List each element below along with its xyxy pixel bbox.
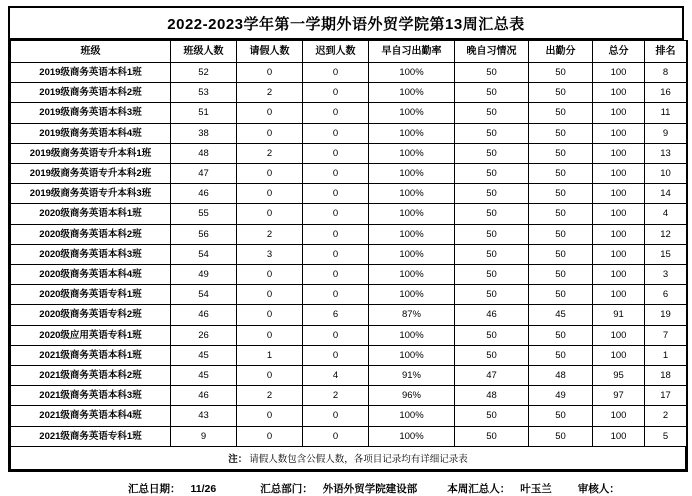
- cell-leave-count: 0: [237, 305, 303, 325]
- cell-late-count: 0: [303, 426, 369, 446]
- cell-total-score: 100: [593, 123, 645, 143]
- cell-evening-status: 50: [455, 143, 529, 163]
- cell-class-size: 46: [171, 184, 237, 204]
- cell-attendance-score: 50: [529, 184, 593, 204]
- cell-total-score: 100: [593, 325, 645, 345]
- cell-evening-status: 50: [455, 184, 529, 204]
- cell-class: 2019级商务英语专升本科1班: [11, 143, 171, 163]
- cell-evening-status: 50: [455, 224, 529, 244]
- cell-late-count: 0: [303, 123, 369, 143]
- cell-class-size: 26: [171, 325, 237, 345]
- cell-class-size: 49: [171, 265, 237, 285]
- table-row: [11, 285, 687, 305]
- cell-morning-rate: 91%: [369, 366, 455, 386]
- cell-leave-count: 0: [237, 406, 303, 426]
- cell-class: 2021级商务英语本科1班: [11, 345, 171, 365]
- cell-attendance-score: 50: [529, 426, 593, 446]
- footer-dept-value: 外语外贸学院建设部: [322, 482, 418, 495]
- footer-date-label: 汇总日期：: [128, 482, 181, 495]
- cell-class: 2020级商务英语本科1班: [11, 204, 171, 224]
- cell-morning-rate: 100%: [369, 224, 455, 244]
- footer-dept: [260, 481, 417, 496]
- footer-reviewer: [578, 481, 620, 496]
- cell-attendance-score: 50: [529, 244, 593, 264]
- cell-rank: 11: [645, 103, 687, 123]
- cell-rank: 15: [645, 244, 687, 264]
- cell-evening-status: 50: [455, 204, 529, 224]
- column-header-rank: 排名: [645, 41, 687, 63]
- cell-attendance-score: 50: [529, 325, 593, 345]
- cell-morning-rate: 100%: [369, 204, 455, 224]
- cell-leave-count: 0: [237, 123, 303, 143]
- cell-evening-status: 50: [455, 285, 529, 305]
- cell-total-score: 95: [593, 366, 645, 386]
- cell-class-size: 46: [171, 305, 237, 325]
- cell-morning-rate: 100%: [369, 345, 455, 365]
- cell-evening-status: 50: [455, 244, 529, 264]
- cell-rank: 12: [645, 224, 687, 244]
- table-body: [11, 63, 687, 447]
- cell-attendance-score: 45: [529, 305, 593, 325]
- cell-late-count: 0: [303, 406, 369, 426]
- cell-attendance-score: 50: [529, 285, 593, 305]
- cell-leave-count: 0: [237, 184, 303, 204]
- cell-class-size: 54: [171, 244, 237, 264]
- footer-reporter-label: 本周汇总人：: [447, 482, 511, 495]
- cell-total-score: 100: [593, 83, 645, 103]
- column-header-evening-status: 晚自习情况: [455, 41, 529, 63]
- table-row: [11, 325, 687, 345]
- cell-late-count: 0: [303, 325, 369, 345]
- footer-dept-label: 汇总部门：: [260, 482, 313, 495]
- cell-class-size: 53: [171, 83, 237, 103]
- cell-class: 2019级商务英语专升本科2班: [11, 164, 171, 184]
- cell-morning-rate: 100%: [369, 123, 455, 143]
- cell-class: 2020级商务英语本科3班: [11, 244, 171, 264]
- table-row: [11, 426, 687, 446]
- cell-leave-count: 2: [237, 143, 303, 163]
- cell-leave-count: 0: [237, 63, 303, 83]
- cell-total-score: 100: [593, 184, 645, 204]
- cell-rank: 14: [645, 184, 687, 204]
- cell-class: 2021级商务英语本科2班: [11, 366, 171, 386]
- cell-total-score: 100: [593, 143, 645, 163]
- cell-late-count: 6: [303, 305, 369, 325]
- cell-leave-count: 0: [237, 426, 303, 446]
- cell-leave-count: 2: [237, 224, 303, 244]
- cell-late-count: 0: [303, 143, 369, 163]
- cell-class-size: 45: [171, 345, 237, 365]
- cell-class: 2019级商务英语本科1班: [11, 63, 171, 83]
- cell-rank: 3: [645, 265, 687, 285]
- cell-leave-count: 1: [237, 345, 303, 365]
- table-row: [11, 164, 687, 184]
- footer: [8, 481, 684, 496]
- cell-rank: 10: [645, 164, 687, 184]
- cell-evening-status: 47: [455, 366, 529, 386]
- cell-rank: 5: [645, 426, 687, 446]
- title-bar: [8, 6, 684, 40]
- page-title: 2022-2023学年第一学期外语外贸学院第13周汇总表: [167, 15, 525, 33]
- cell-evening-status: 50: [455, 123, 529, 143]
- cell-morning-rate: 100%: [369, 83, 455, 103]
- cell-morning-rate: 100%: [369, 143, 455, 163]
- cell-attendance-score: 50: [529, 204, 593, 224]
- cell-evening-status: 50: [455, 83, 529, 103]
- cell-late-count: 0: [303, 265, 369, 285]
- cell-class-size: 54: [171, 285, 237, 305]
- table-row: [11, 345, 687, 365]
- table-row: [11, 103, 687, 123]
- cell-class-size: 45: [171, 366, 237, 386]
- cell-evening-status: 50: [455, 103, 529, 123]
- cell-total-score: 100: [593, 164, 645, 184]
- note-label: 注：: [228, 453, 248, 465]
- attendance-table: [10, 40, 687, 447]
- cell-leave-count: 0: [237, 265, 303, 285]
- cell-evening-status: 48: [455, 386, 529, 406]
- cell-evening-status: 50: [455, 63, 529, 83]
- cell-class: 2019级商务英语本科4班: [11, 123, 171, 143]
- table-row: [11, 143, 687, 163]
- cell-leave-count: 0: [237, 285, 303, 305]
- cell-evening-status: 46: [455, 305, 529, 325]
- cell-evening-status: 50: [455, 164, 529, 184]
- cell-attendance-score: 49: [529, 386, 593, 406]
- cell-rank: 13: [645, 143, 687, 163]
- table-row: [11, 244, 687, 264]
- cell-total-score: 100: [593, 285, 645, 305]
- cell-class: 2021级商务英语专科1班: [11, 426, 171, 446]
- cell-leave-count: 0: [237, 366, 303, 386]
- cell-attendance-score: 50: [529, 224, 593, 244]
- cell-leave-count: 2: [237, 386, 303, 406]
- cell-late-count: 0: [303, 164, 369, 184]
- cell-total-score: 97: [593, 386, 645, 406]
- cell-class-size: 56: [171, 224, 237, 244]
- cell-rank: 4: [645, 204, 687, 224]
- cell-morning-rate: 100%: [369, 285, 455, 305]
- table-row: [11, 386, 687, 406]
- cell-attendance-score: 50: [529, 103, 593, 123]
- cell-total-score: 100: [593, 426, 645, 446]
- cell-late-count: 0: [303, 184, 369, 204]
- cell-morning-rate: 87%: [369, 305, 455, 325]
- table-row: [11, 406, 687, 426]
- cell-class-size: 47: [171, 164, 237, 184]
- column-header-attendance-score: 出勤分: [529, 41, 593, 63]
- table-row: [11, 366, 687, 386]
- column-header-late-count: 迟到人数: [303, 41, 369, 63]
- cell-rank: 1: [645, 345, 687, 365]
- cell-attendance-score: 50: [529, 143, 593, 163]
- cell-total-score: 100: [593, 63, 645, 83]
- cell-late-count: 0: [303, 285, 369, 305]
- cell-leave-count: 0: [237, 325, 303, 345]
- table-row: [11, 305, 687, 325]
- cell-late-count: 0: [303, 224, 369, 244]
- cell-rank: 6: [645, 285, 687, 305]
- cell-late-count: 0: [303, 244, 369, 264]
- cell-class-size: 48: [171, 143, 237, 163]
- cell-attendance-score: 50: [529, 63, 593, 83]
- cell-rank: 2: [645, 406, 687, 426]
- cell-total-score: 100: [593, 224, 645, 244]
- cell-class-size: 52: [171, 63, 237, 83]
- table-row: [11, 83, 687, 103]
- footer-reporter: [447, 481, 552, 496]
- column-header-total-score: 总分: [593, 41, 645, 63]
- column-header-class-size: 班级人数: [171, 41, 237, 63]
- cell-morning-rate: 100%: [369, 426, 455, 446]
- cell-morning-rate: 100%: [369, 325, 455, 345]
- cell-morning-rate: 96%: [369, 386, 455, 406]
- cell-attendance-score: 48: [529, 366, 593, 386]
- cell-attendance-score: 50: [529, 123, 593, 143]
- column-header-morning-rate: 早自习出勤率: [369, 41, 455, 63]
- cell-class-size: 55: [171, 204, 237, 224]
- cell-attendance-score: 50: [529, 265, 593, 285]
- cell-rank: 9: [645, 123, 687, 143]
- cell-leave-count: 0: [237, 204, 303, 224]
- cell-total-score: 100: [593, 103, 645, 123]
- footer-date-value: 11/26: [190, 482, 217, 495]
- cell-class: 2019级商务英语本科3班: [11, 103, 171, 123]
- note-text: 请假人数包含公假人数，各项目记录均有详细记录表: [249, 453, 468, 465]
- table-row: [11, 123, 687, 143]
- cell-class-size: 38: [171, 123, 237, 143]
- column-header-class: 班级: [11, 41, 171, 63]
- cell-attendance-score: 50: [529, 164, 593, 184]
- cell-rank: 16: [645, 83, 687, 103]
- cell-leave-count: 0: [237, 164, 303, 184]
- cell-morning-rate: 100%: [369, 164, 455, 184]
- table-row: [11, 63, 687, 83]
- cell-class: 2020级商务英语专科2班: [11, 305, 171, 325]
- cell-late-count: 0: [303, 204, 369, 224]
- footer-reporter-value: 叶玉兰: [520, 482, 552, 495]
- cell-evening-status: 50: [455, 325, 529, 345]
- cell-rank: 7: [645, 325, 687, 345]
- cell-rank: 18: [645, 366, 687, 386]
- cell-total-score: 100: [593, 204, 645, 224]
- cell-leave-count: 0: [237, 103, 303, 123]
- column-header-leave-count: 请假人数: [237, 41, 303, 63]
- table-row: [11, 265, 687, 285]
- cell-late-count: 0: [303, 63, 369, 83]
- cell-class: 2021级商务英语本科4班: [11, 406, 171, 426]
- cell-morning-rate: 100%: [369, 103, 455, 123]
- cell-total-score: 91: [593, 305, 645, 325]
- table-row: [11, 184, 687, 204]
- table-row: [11, 224, 687, 244]
- cell-leave-count: 2: [237, 83, 303, 103]
- cell-class-size: 43: [171, 406, 237, 426]
- cell-morning-rate: 100%: [369, 244, 455, 264]
- cell-attendance-score: 50: [529, 406, 593, 426]
- cell-class: 2019级商务英语专升本科3班: [11, 184, 171, 204]
- footer-date: [128, 481, 216, 496]
- cell-rank: 8: [645, 63, 687, 83]
- cell-late-count: 0: [303, 83, 369, 103]
- cell-total-score: 100: [593, 244, 645, 264]
- cell-leave-count: 3: [237, 244, 303, 264]
- cell-class-size: 9: [171, 426, 237, 446]
- cell-rank: 17: [645, 386, 687, 406]
- cell-late-count: 2: [303, 386, 369, 406]
- cell-evening-status: 50: [455, 265, 529, 285]
- cell-class: 2019级商务英语本科2班: [11, 83, 171, 103]
- cell-class: 2020级商务英语专科1班: [11, 285, 171, 305]
- cell-class: 2020级商务英语本科2班: [11, 224, 171, 244]
- table-row: [11, 204, 687, 224]
- cell-morning-rate: 100%: [369, 63, 455, 83]
- cell-late-count: 0: [303, 345, 369, 365]
- cell-morning-rate: 100%: [369, 406, 455, 426]
- cell-class: 2020级商务英语本科4班: [11, 265, 171, 285]
- cell-evening-status: 50: [455, 406, 529, 426]
- cell-total-score: 100: [593, 345, 645, 365]
- cell-late-count: 0: [303, 103, 369, 123]
- cell-total-score: 100: [593, 265, 645, 285]
- cell-class-size: 51: [171, 103, 237, 123]
- cell-class: 2021级商务英语本科3班: [11, 386, 171, 406]
- cell-evening-status: 50: [455, 345, 529, 365]
- table-frame: [8, 40, 688, 472]
- cell-evening-status: 50: [455, 426, 529, 446]
- cell-class: 2020级应用英语专科1班: [11, 325, 171, 345]
- footer-reviewer-label: 审核人：: [577, 482, 620, 495]
- cell-rank: 19: [645, 305, 687, 325]
- note-row: [10, 447, 686, 470]
- cell-late-count: 4: [303, 366, 369, 386]
- cell-class-size: 46: [171, 386, 237, 406]
- cell-morning-rate: 100%: [369, 184, 455, 204]
- cell-attendance-score: 50: [529, 345, 593, 365]
- table-header-row: [11, 41, 687, 63]
- cell-morning-rate: 100%: [369, 265, 455, 285]
- cell-attendance-score: 50: [529, 83, 593, 103]
- cell-total-score: 100: [593, 406, 645, 426]
